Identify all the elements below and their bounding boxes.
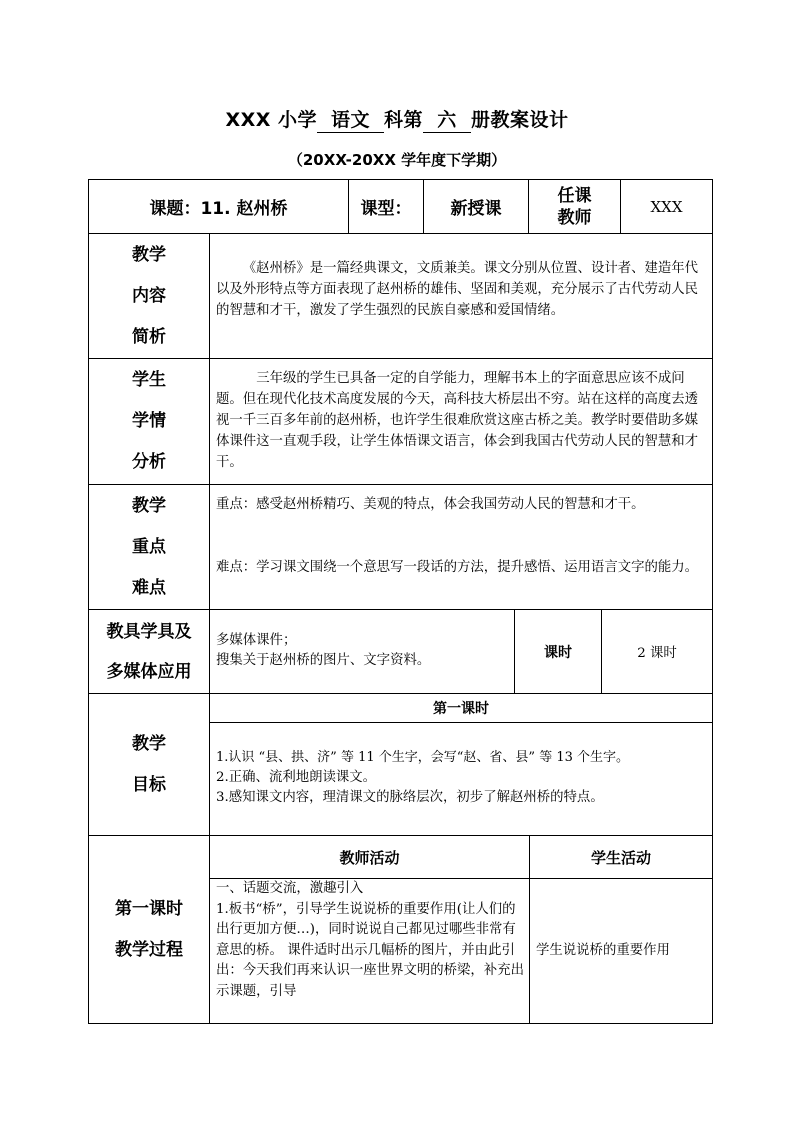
teacher-activity-text: 1.板书“桥”，引导学生说说桥的重要作用(让人们的出行更加方便…)，同时说说自己都见过哪些非常有意思的桥。 课件适时出示几幅桥的图片，并由此引出：今天我们再来认识一座世界文明的桥梁，补充出示课题，引导 xyxy=(216,901,524,999)
volume-field: 六 xyxy=(423,105,471,133)
teacher-activity-cell xyxy=(216,879,524,1002)
key-point-text: 重点：感受赵州桥精巧、美观的特点，体会我国劳动人民的智慧和才干。 xyxy=(216,497,645,512)
period-label: 课时 xyxy=(544,644,572,661)
teacher-activity-header: 教师活动 xyxy=(339,848,400,867)
tools-label-line1: 教具学具及 xyxy=(106,621,192,642)
content-summary-text: 《赵州桥》是一篇经典课文，文质兼美。课文分别从位置、设计者、建造年代以及外形特点等方面表现了赵州桥的雄伟、坚固和美观，充分展示了古代劳动人民的智慧和才干，激发了学生强烈的民族自豪感和爱国情绪。 xyxy=(216,261,699,318)
teacher-name: XXX xyxy=(650,197,683,216)
student-analysis-label xyxy=(89,359,209,484)
objective-item-2: 2.正确、流利地朗读课文。 xyxy=(216,770,377,785)
process-label xyxy=(89,836,209,1023)
document-title xyxy=(0,105,794,133)
objective-item-1: 1.认识 “县、拱、济” 等 11 个生字，会写“赵、省、县” 等 13 个生字。 xyxy=(216,750,629,765)
process-label-line1: 第一课时 xyxy=(115,898,183,919)
key-label-line1: 教学 xyxy=(132,495,166,516)
tools-line2: 搜集关于赵州桥的图片、文字资料。 xyxy=(216,653,431,668)
document-subtitle: （20XX-20XX 学年度下学期） xyxy=(287,151,507,169)
content-label-line3: 简析 xyxy=(132,326,166,347)
analysis-label-line3: 分析 xyxy=(132,452,166,472)
process-label-line2: 教学过程 xyxy=(115,939,183,960)
difficulty-text: 难点：学习课文围绕一个意思写一段话的方法，提升感悟、运用语言文字的能力。 xyxy=(216,560,699,575)
content-summary-label xyxy=(89,234,209,358)
volume-suffix: 册教案设计 xyxy=(471,109,569,131)
student-activity-text: 学生说说桥的重要作用 xyxy=(536,943,670,958)
subject-suffix: 科第 xyxy=(384,109,424,131)
lesson-type-value: 新授课 xyxy=(450,199,502,219)
period-value: 2 课时 xyxy=(637,646,677,661)
lesson-topic: 课题：11. 赵州桥 xyxy=(149,199,288,219)
objective-item-3: 3.感知课文内容，理清课文的脉络层次，初步了解赵州桥的特点。 xyxy=(216,790,604,805)
lesson-type-label: 课型： xyxy=(360,199,412,219)
subject-field: 语文 xyxy=(317,105,384,133)
teacher-label xyxy=(529,180,620,233)
tools-label xyxy=(89,610,209,693)
analysis-label-line1: 学生 xyxy=(132,370,166,390)
tools-text xyxy=(216,631,512,671)
key-points-label xyxy=(89,485,209,609)
school-name: XXX 小学 xyxy=(225,109,317,131)
teacher-label-line2: 教师 xyxy=(557,207,592,228)
objectives-list xyxy=(216,748,712,808)
analysis-label-line2: 学情 xyxy=(132,411,166,431)
content-label-line1: 教学 xyxy=(132,244,166,265)
objectives-label-line2: 目标 xyxy=(132,774,166,795)
tools-label-line2: 多媒体应用 xyxy=(106,661,192,682)
objectives-section-title: 第一课时 xyxy=(433,701,489,717)
student-activity-header: 学生活动 xyxy=(590,848,651,867)
tools-line1: 多媒体课件； xyxy=(216,633,297,648)
key-label-line3: 难点 xyxy=(132,577,166,598)
key-label-line2: 重点 xyxy=(132,536,166,557)
objectives-label-line1: 教学 xyxy=(132,733,166,754)
student-analysis-text: 三年级的学生已具备一定的自学能力，理解书本上的字面意思应该不成问题。但在现代化技术高度发展的今天，高科技大桥层出不穷。站在这样的高度去透视一千三百多年前的赵州桥，也许学生很难欣赏这座古桥之美。教学时要借助多媒体课件这一直观手段，让学生体悟课文语言，体会到我国古代劳动人民的智慧和才干。 xyxy=(216,371,699,470)
teacher-activity-title: 一、话题交流，激趣引入 xyxy=(216,881,364,896)
objectives-label xyxy=(89,694,209,835)
teacher-label-line1: 任课 xyxy=(557,185,592,206)
content-label-line2: 内容 xyxy=(132,285,166,306)
